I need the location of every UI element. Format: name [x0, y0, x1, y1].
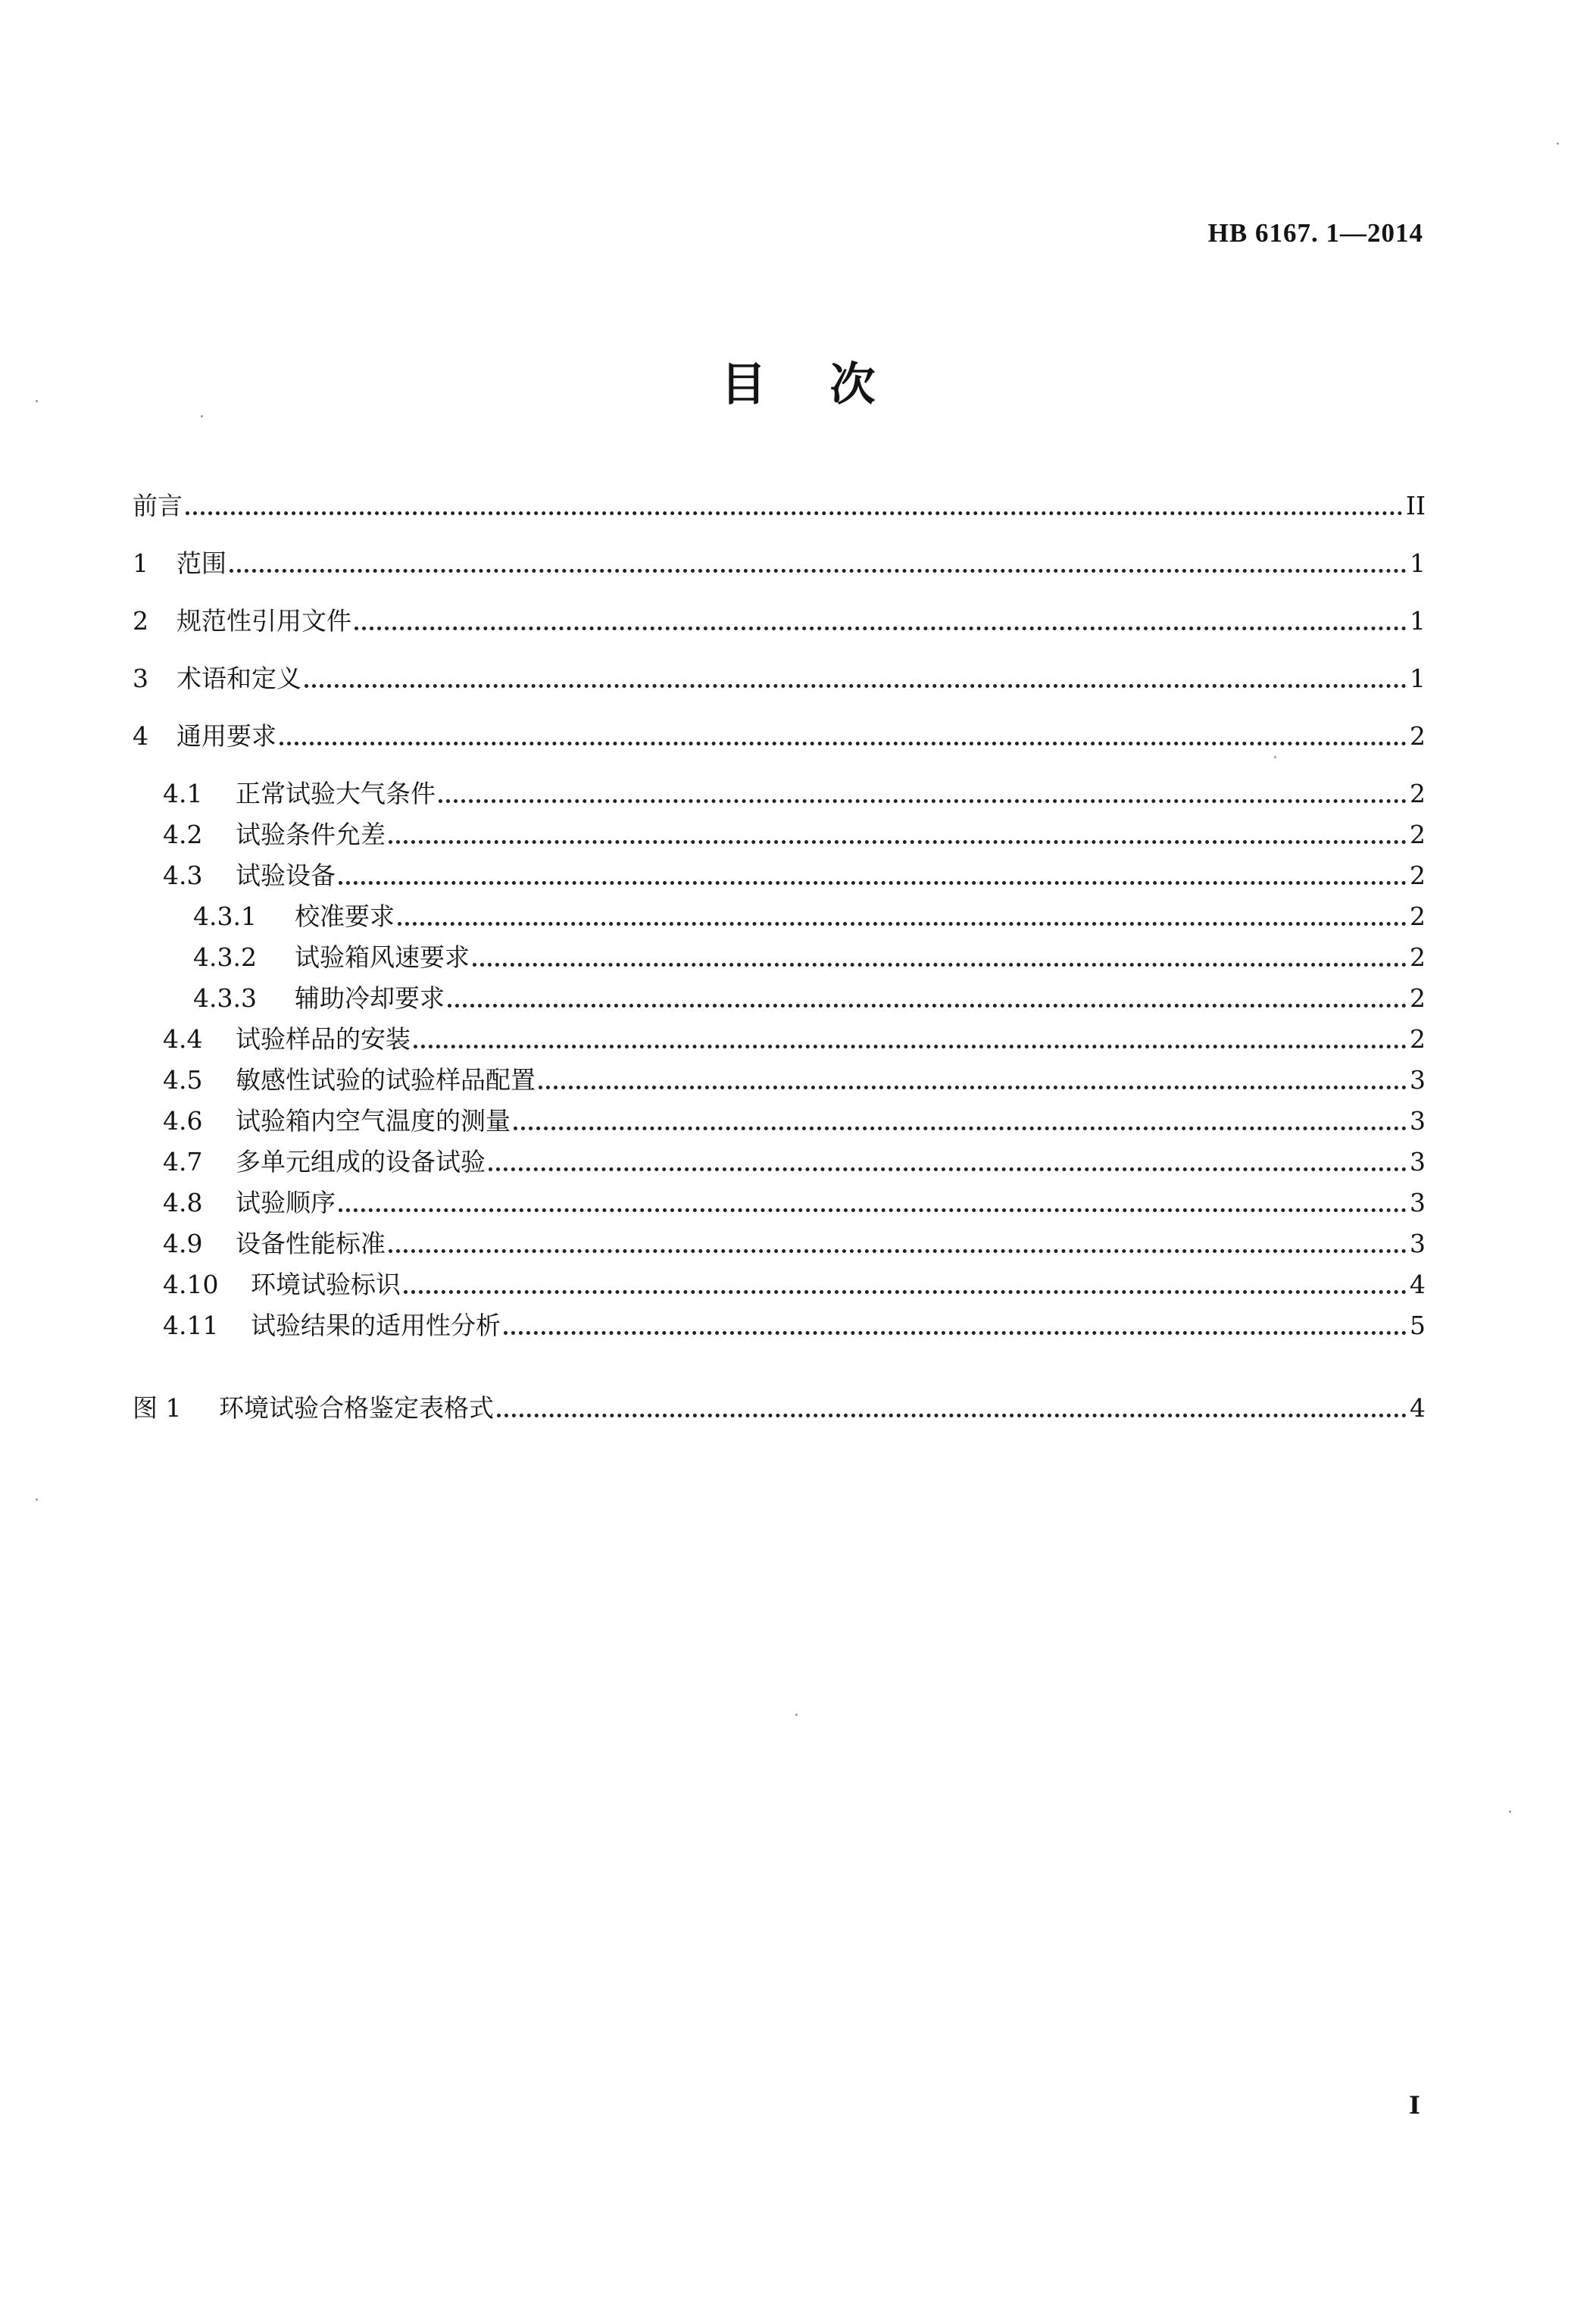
toc-page: 3	[1410, 1065, 1426, 1095]
dot-leader	[448, 1004, 1407, 1008]
toc-entry-preface[interactable]	[133, 489, 1426, 523]
toc-label: 试验箱风速要求	[295, 942, 470, 972]
toc-label: 环境试验合格鉴定表格式	[219, 1393, 494, 1423]
title-char-2: 次	[829, 358, 876, 411]
toc-entry-4-3-1[interactable]	[193, 899, 1426, 934]
toc-entry-4-9[interactable]	[163, 1226, 1426, 1261]
toc-page: 3	[1410, 1106, 1426, 1136]
toc-page: II	[1405, 491, 1426, 520]
dot-leader	[389, 1249, 1407, 1253]
toc-label: 环境试验标识	[251, 1270, 401, 1299]
toc-page: 2	[1410, 820, 1426, 849]
toc-entry-4-3-3[interactable]	[193, 981, 1426, 1016]
toc-entry-4[interactable]	[133, 719, 1426, 754]
toc-label: 试验样品的安装	[236, 1024, 411, 1054]
toc-page: 5	[1410, 1311, 1426, 1340]
dot-leader	[504, 1331, 1407, 1335]
dot-leader	[354, 627, 1407, 630]
dot-leader	[186, 511, 1403, 515]
dot-leader	[439, 799, 1407, 803]
toc-number: 4.8	[163, 1188, 203, 1217]
toc-number: 4.6	[163, 1106, 203, 1136]
toc-number: 4.9	[163, 1229, 203, 1258]
toc-number: 1	[133, 548, 148, 578]
toc-number: 4.10	[163, 1270, 219, 1299]
toc-page: 1	[1410, 606, 1426, 636]
toc-entry-1[interactable]	[133, 546, 1426, 581]
toc-number: 4	[133, 721, 148, 751]
toc-label: 试验顺序	[236, 1188, 336, 1217]
toc-label: 试验条件允差	[236, 820, 386, 849]
toc-page: 2	[1410, 942, 1426, 972]
toc-entry-4-2[interactable]	[163, 817, 1426, 852]
toc-page: 2	[1410, 983, 1426, 1013]
toc-entry-3[interactable]	[133, 661, 1426, 696]
toc-entry-4-4[interactable]	[163, 1022, 1426, 1057]
toc-number: 4.2	[163, 820, 203, 849]
dot-leader	[404, 1290, 1407, 1294]
toc-entry-4-3[interactable]	[163, 858, 1426, 893]
scan-speck	[1509, 1811, 1511, 1813]
toc-number: 4.1	[163, 779, 203, 808]
document-code: HB 6167. 1—2014	[1207, 218, 1423, 248]
dot-leader	[339, 881, 1407, 885]
scan-speck	[201, 415, 203, 417]
scan-speck	[36, 400, 38, 402]
dot-leader	[514, 1127, 1407, 1130]
toc-number: 4.7	[163, 1147, 203, 1176]
toc-label: 术语和定义	[176, 664, 301, 693]
toc-label: 规范性引用文件	[176, 606, 351, 636]
scan-speck	[36, 1498, 38, 1501]
toc-page: 3	[1410, 1229, 1426, 1258]
toc-entry-4-10[interactable]	[163, 1267, 1426, 1302]
toc-page: 2	[1410, 779, 1426, 808]
toc-label: 试验设备	[236, 861, 336, 890]
toc-page: 2	[1410, 902, 1426, 931]
dot-leader	[398, 922, 1407, 926]
toc-entry-4-1[interactable]	[163, 777, 1426, 811]
toc-page: 2	[1410, 1024, 1426, 1054]
toc-entry-4-3-2[interactable]	[193, 940, 1426, 975]
toc-entry-4-7[interactable]	[163, 1145, 1426, 1180]
scan-speck	[795, 1714, 798, 1716]
toc-entry-figure-1[interactable]	[133, 1391, 1426, 1426]
toc-label: 前言	[133, 491, 183, 520]
toc-entry-4-5[interactable]	[163, 1063, 1426, 1098]
dot-leader	[280, 742, 1407, 745]
dot-leader	[414, 1045, 1407, 1048]
toc-page: 1	[1410, 664, 1426, 693]
toc-label: 通用要求	[176, 721, 276, 751]
dot-leader	[539, 1086, 1407, 1089]
toc-label: 辅助冷却要求	[295, 983, 445, 1013]
toc-number: 4.3.1	[193, 902, 257, 931]
toc-page: 2	[1410, 721, 1426, 751]
toc-page: 1	[1410, 548, 1426, 578]
toc-number: 2	[133, 606, 148, 636]
toc-number: 4.3.3	[193, 983, 257, 1013]
page-title	[0, 348, 1596, 414]
toc-page: 4	[1410, 1270, 1426, 1299]
toc-label: 范围	[176, 548, 226, 578]
toc-number: 4.11	[163, 1311, 219, 1340]
toc-number: 4.4	[163, 1024, 203, 1054]
toc-number: 3	[133, 664, 148, 693]
toc-label: 敏感性试验的试验样品配置	[236, 1065, 536, 1095]
dot-leader	[389, 840, 1407, 844]
scan-speck	[1274, 756, 1276, 758]
toc-label: 试验箱内空气温度的测量	[236, 1106, 511, 1136]
toc-page: 3	[1410, 1147, 1426, 1176]
dot-leader	[305, 684, 1407, 688]
dot-leader	[489, 1167, 1407, 1171]
toc-entry-4-8[interactable]	[163, 1186, 1426, 1220]
toc-label: 试验结果的适用性分析	[251, 1311, 501, 1340]
dot-leader	[230, 569, 1407, 573]
toc-number: 4.5	[163, 1065, 203, 1095]
toc-entry-4-11[interactable]	[163, 1308, 1426, 1343]
toc-number: 4.3	[163, 861, 203, 890]
toc-page: 4	[1410, 1393, 1426, 1423]
dot-leader	[339, 1208, 1407, 1212]
toc-label: 设备性能标准	[236, 1229, 386, 1258]
dot-leader	[497, 1414, 1407, 1417]
toc-label: 校准要求	[295, 902, 395, 931]
title-char-1: 目	[720, 358, 767, 411]
toc-page: 2	[1410, 861, 1426, 890]
toc-page: 3	[1410, 1188, 1426, 1217]
toc-entry-4-6[interactable]	[163, 1104, 1426, 1139]
page-number: I	[1409, 2091, 1420, 2120]
toc-label: 正常试验大气条件	[236, 779, 436, 808]
toc-label: 多单元组成的设备试验	[236, 1147, 486, 1176]
toc-number: 4.3.2	[193, 942, 257, 972]
toc-entry-2[interactable]	[133, 604, 1426, 639]
dot-leader	[473, 963, 1407, 967]
toc-number: 图 1	[133, 1393, 182, 1423]
scan-speck	[1557, 142, 1559, 145]
